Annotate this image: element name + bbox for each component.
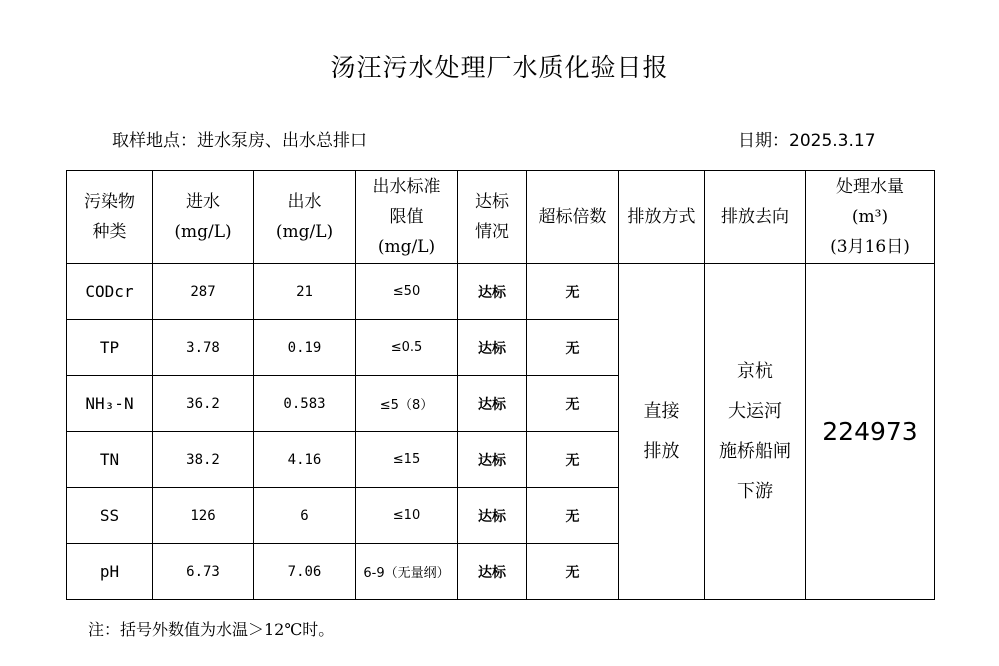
standard-cell: ≤50 bbox=[356, 264, 458, 320]
inflow-cell: 38.2 bbox=[153, 432, 254, 488]
inflow-cell: 126 bbox=[153, 488, 254, 544]
report-title: 汤汪污水处理厂水质化验日报 bbox=[330, 53, 669, 82]
pollutant-cell: TP bbox=[67, 320, 153, 376]
discharge-method-cell: 直接 排放 bbox=[619, 264, 705, 600]
status-cell: 达标 bbox=[458, 320, 527, 376]
outflow-cell: 6 bbox=[254, 488, 356, 544]
standard-cell: ≤0.5 bbox=[356, 320, 458, 376]
outflow-cell: 4.16 bbox=[254, 432, 356, 488]
inflow-cell: 287 bbox=[153, 264, 254, 320]
report-date: 日期：2025.3.17 bbox=[738, 131, 876, 151]
pollutant-cell: SS bbox=[67, 488, 153, 544]
header-standard: 出水标准 限值 (mg/L) bbox=[356, 171, 458, 264]
exceed-cell: 无 bbox=[527, 376, 619, 432]
outflow-cell: 21 bbox=[254, 264, 356, 320]
outflow-cell: 0.19 bbox=[254, 320, 356, 376]
header-discharge-method: 排放方式 bbox=[619, 171, 705, 264]
pollutant-cell: CODcr bbox=[67, 264, 153, 320]
pollutant-cell: TN bbox=[67, 432, 153, 488]
inflow-cell: 3.78 bbox=[153, 320, 254, 376]
treated-volume-cell: 224973 bbox=[806, 264, 935, 600]
sampling-location: 取样地点：进水泵房、出水总排口 bbox=[112, 131, 367, 151]
header-row bbox=[67, 171, 935, 264]
header-outflow: 出水 (mg/L) bbox=[254, 171, 356, 264]
header-discharge-destination: 排放去向 bbox=[705, 171, 806, 264]
status-cell: 达标 bbox=[458, 264, 527, 320]
standard-cell: 6-9（无量纲） bbox=[356, 544, 458, 600]
header-exceed: 超标倍数 bbox=[527, 171, 619, 264]
exceed-cell: 无 bbox=[527, 544, 619, 600]
water-quality-table bbox=[66, 170, 935, 600]
standard-cell: ≤15 bbox=[356, 432, 458, 488]
outflow-cell: 0.583 bbox=[254, 376, 356, 432]
header-pollutant: 污染物 种类 bbox=[67, 171, 153, 264]
header-compliance: 达标 情况 bbox=[458, 171, 527, 264]
standard-cell: ≤5（8） bbox=[356, 376, 458, 432]
pollutant-cell: NH₃-N bbox=[67, 376, 153, 432]
header-volume: 处理水量 (m³) (3月16日) bbox=[806, 171, 935, 264]
exceed-cell: 无 bbox=[527, 264, 619, 320]
inflow-cell: 36.2 bbox=[153, 376, 254, 432]
footnote: 注：括号外数值为水温＞12℃时。 bbox=[88, 620, 335, 639]
standard-cell: ≤10 bbox=[356, 488, 458, 544]
status-cell: 达标 bbox=[458, 488, 527, 544]
exceed-cell: 无 bbox=[527, 488, 619, 544]
outflow-cell: 7.06 bbox=[254, 544, 356, 600]
discharge-destination-cell: 京杭 大运河 施桥船闸 下游 bbox=[705, 264, 806, 600]
status-cell: 达标 bbox=[458, 432, 527, 488]
exceed-cell: 无 bbox=[527, 320, 619, 376]
status-cell: 达标 bbox=[458, 376, 527, 432]
pollutant-cell: pH bbox=[67, 544, 153, 600]
header-inflow: 进水 (mg/L) bbox=[153, 171, 254, 264]
table-row bbox=[67, 264, 935, 320]
inflow-cell: 6.73 bbox=[153, 544, 254, 600]
exceed-cell: 无 bbox=[527, 432, 619, 488]
status-cell: 达标 bbox=[458, 544, 527, 600]
